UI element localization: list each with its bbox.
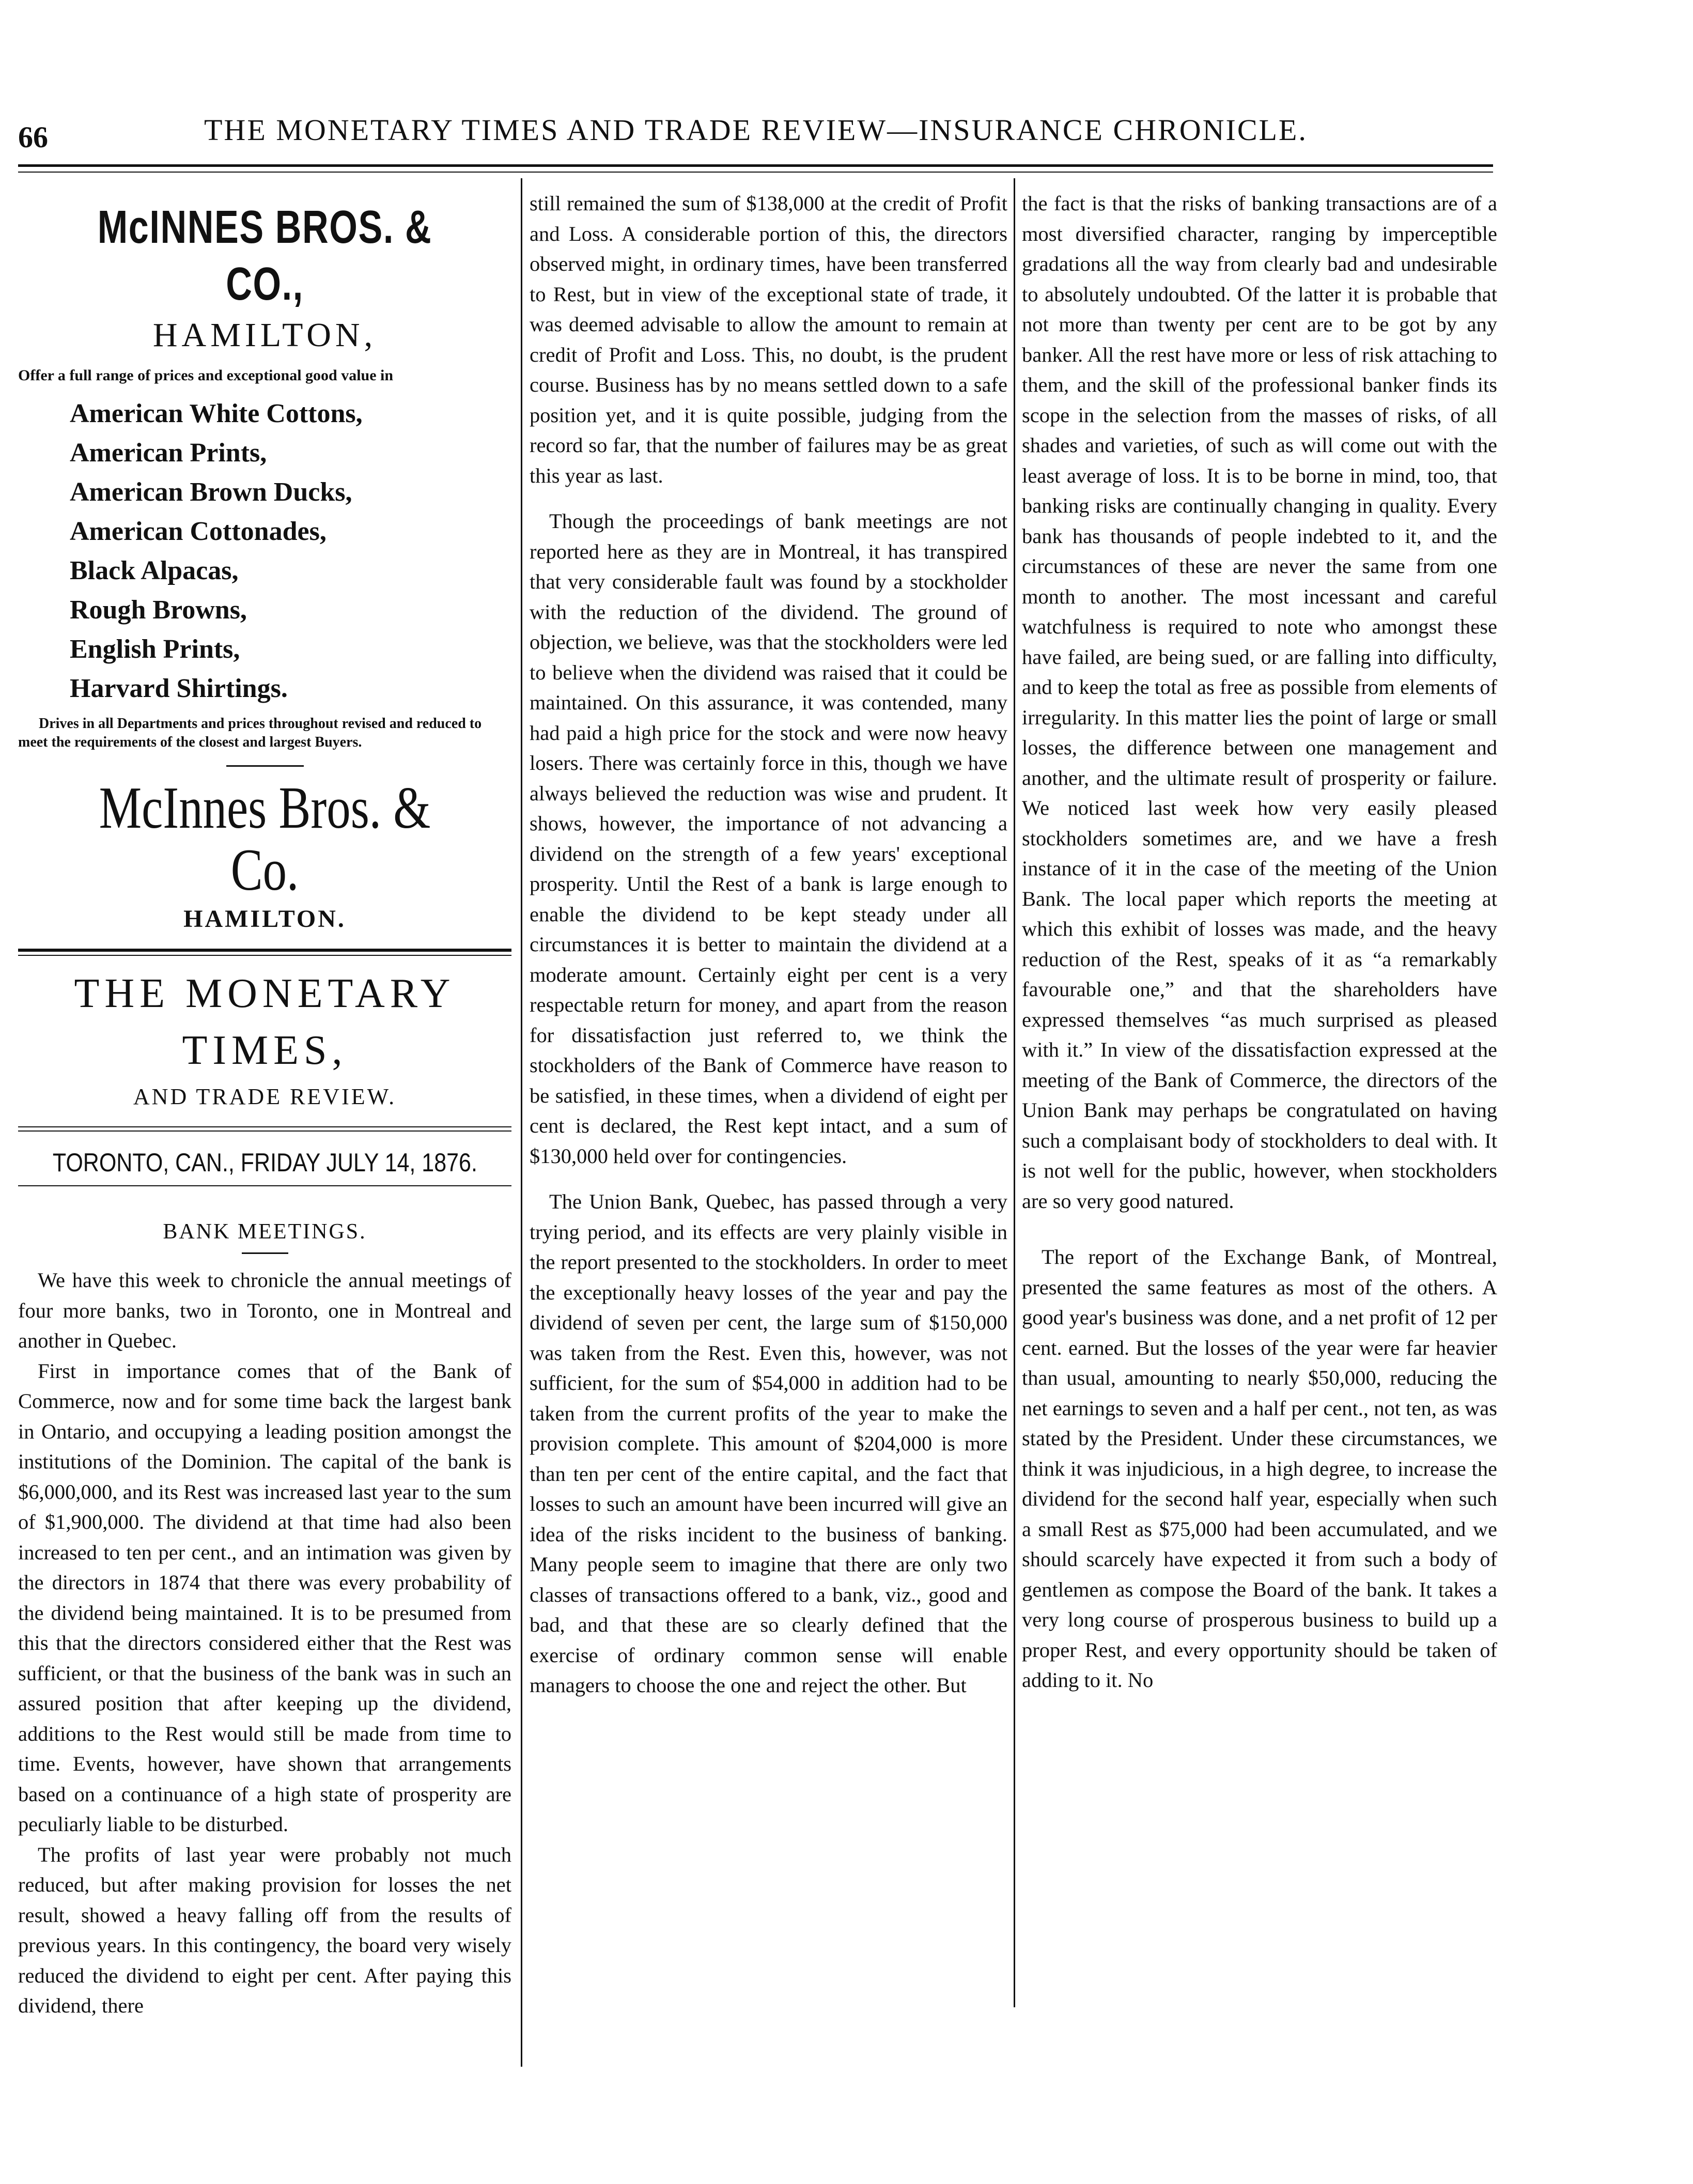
ad-firm-name-2: McInnes Bros. & Co.	[99, 775, 431, 903]
masthead-title: THE MONETARY TIMES,	[74, 971, 456, 1073]
ad-offer-text: Offer a full range of prices and exceptional good value in	[18, 367, 394, 384]
column-rule-2	[1014, 178, 1015, 2007]
heading-rule	[242, 1252, 288, 1254]
middle-column	[530, 189, 1007, 1701]
ad-firm-name: McINNES BROS. & CO.,	[97, 202, 432, 310]
article-paragraph: Though the proceedings of bank meetings are not reported here as they are in Montreal, it has transpired that very considerable fault was found by a stockholder with the reduction of the dividend. The ground of objection, we believe, was that the stockholders were led to believe when the dividend was raised that it could be maintained. On this assurance, it was contended, many had paid a high price for the stock and were now heavy losers. There was certainly force in this, though we have always believed the reduction was wise and prudent. It shows, however, the importance of not advancing a dividend on the strength of a few years' exceptional prosperity. Until the Rest of a bank is large enough to enable the dividend to be kept steady under all circumstances it is better to maintain the dividend at a moderate amount. Certainly eight per cent is a very respectable return for money, and apart from the reason for dissatisfaction just referred to, we think the stockholders of the Bank of Commerce have reason to be satisfied, in these times, when a dividend of eight per cent is declared, the Rest kept intact, and a sum of $130,000 held over for contingencies.	[530, 509, 1007, 1168]
masthead-rule-thin	[18, 955, 511, 956]
dateline-rule	[18, 1126, 511, 1127]
article-paragraph: still remained the sum of $138,000 at the credit of Profit and Loss. A considerable portion of this, the directors observed might, in ordinary times, have been transferred to Rest, but in view of the exceptional state of trade, it was deemed advisable to allow the amount to remain at credit of Profit and Loss. This, no doubt, is the prudent course. Business has by no means settled down to a safe position yet, and it is quite possible, judging from the record so far, that the number of failures may be as great this year as last.	[530, 192, 1007, 487]
ad-product: American Brown Ducks,	[70, 477, 352, 507]
article-paragraph: The Union Bank, Quebec, has passed through a very trying period, and its effects are very plainly visible in the report presented to the stockholders. In order to meet the exceptionally heavy losses of the year and pay the dividend of seven per cent, the large sum of $150,000 was taken from the Rest. Even this, however, was not sufficient, for the sum of $54,000 in addition had to be taken from the current profits of the year to make the provision complete. This amount of $204,000 is more than ten per cent of the entire capital, and the fact that losses to such an amount have been incurred will give an idea of the risks incident to the business of banking. Many people seem to imagine that there are only two classes of transactions offered to a bank, viz., good and bad, and that these are so clearly defined that the exercise of ordinary common sense will enable managers to choose the one and reject the other. But	[530, 1190, 1007, 1697]
ad-product: American Cottonades,	[70, 517, 327, 546]
ad-product: Black Alpacas,	[70, 556, 239, 585]
ad-drives-text: Drives in all Departments and prices throughout revised and reduced to meet the requirements of the closest and largest Buyers.	[18, 716, 482, 750]
masthead-rule	[18, 949, 511, 952]
column-rule-1	[521, 178, 522, 2067]
right-column	[1022, 189, 1497, 1696]
article-heading: BANK MEETINGS.	[163, 1220, 367, 1244]
left-column	[18, 189, 511, 2021]
article-paragraph: the fact is that the risks of banking transactions are of a most diversified character, ranging by imperceptible gradations all the way from clearly bad and undesirable to absolutely undoubted. Of the latter it is probable that not more than twenty per cent are to be got by any banker. All the rest have more or less of risk attaching to them, and the skill of the professional banker finds its scope in the selection from the masses of risks, of all shades and varieties, of such as will come out with the least average of loss. It is to be borne in mind, too, that banking risks are continually changing in quality. Every bank has thousands of people indebted to it, and the circumstances of these are never the same from one month to another. The most incessant and careful watchfulness is required to note who amongst these have failed, are being sued, or are falling into difficulty, and to keep the total as free as possible from elements of irregularity. In this matter lies the point of large or small losses, the difference between one management and another, and the ultimate result of prosperity or failure. We noticed last week how very easily pleased stockholders sometimes are, and we have a fresh instance of it in the case of the meeting of the Union Bank. The local paper which reports the meeting at which this exhibit of losses was made, and the heavy reduction of the Rest, speaks of it as “a remarkably favourable one,” and that the shareholders have expressed themselves “as much surprised as pleased with it.” In view of the dissatisfaction expressed at the meeting of the Bank of Commerce, the directors of the Union Bank may perhaps be congratulated on having such a complaisant body of stockholders to deal with. It is not well for the public, however, when stockholders are so very good natured.	[1022, 192, 1497, 1213]
ad-product: English Prints,	[70, 634, 240, 664]
ad-product: American White Cottons,	[70, 399, 363, 428]
article-paragraph: The report of the Exchange Bank, of Montreal, presented the same features as most of the others. A good year's business was done, and a net profit of 12 per cent. earned. But the losses of the year were far heavier than usual, amounting to nearly $50,000, reducing the net earnings to seven and a half per cent., not ten, as was stated by the President. Under these circumstances, we think it was injudicious, in a high degree, to increase the dividend for the second half year, especially when such a small Rest as $75,000 had been accumulated, and we should scarcely have expected it from such a body of gentlemen as compose the Board of the bank. It takes a very long course of prosperous business to build up a proper Rest, and every opportunity should be taken of adding to it. No	[1022, 1245, 1497, 1692]
article-paragraph: We have this week to chronicle the annual meetings of four more banks, two in Toronto, one in Montreal and another in Quebec.	[18, 1268, 511, 1352]
running-head: THE MONETARY TIMES AND TRADE REVIEW—INSURANCE CHRONICLE.	[204, 113, 1308, 147]
dateline: TORONTO, CAN., FRIDAY JULY 14, 1876.	[52, 1148, 477, 1177]
ad-city-2: HAMILTON.	[183, 905, 346, 933]
ad-product-list	[18, 394, 511, 708]
advertisement	[18, 199, 511, 937]
header-rule-thin	[18, 172, 1493, 173]
ad-product: American Prints,	[70, 438, 267, 468]
dateline-rule-3	[18, 1185, 511, 1186]
ad-divider	[226, 765, 304, 767]
dateline-rule-2	[18, 1130, 511, 1132]
page-number: 66	[18, 120, 48, 154]
article-paragraph: First in importance comes that of the Bank of Commerce, now and for some time back the largest bank in Ontario, and occupying a leading position amongst the institutions of the Dominion. The capital of the bank is $6,000,000, and its Rest was increased last year to the sum of $1,900,000. The dividend at that time had also been increased to ten per cent., and an intimation was given by the directors in 1874 that there was every probability of the dividend being maintained. It is to be presumed from this that the directors considered either that the Rest was sufficient, or that the business of the bank was in such an assured position that after keeping up the dividend, additions to the Rest would still be made from time to time. Events, however, have shown that arrangements based on a continuance of a high state of prosperity are peculiarly liable to be disturbed.	[18, 1359, 511, 1836]
ad-product: Harvard Shirtings.	[70, 674, 288, 703]
masthead-subtitle: AND TRADE REVIEW.	[133, 1084, 397, 1109]
ad-city: HAMILTON,	[152, 316, 377, 354]
ad-product: Rough Browns,	[70, 595, 247, 625]
header-rule	[18, 164, 1493, 167]
article-paragraph: The profits of last year were probably not much reduced, but after making provision for losses the net result, showed a heavy falling off from the results of previous years. In this contingency, the board very wisely reduced the dividend to eight per cent. After paying this dividend, there	[18, 1842, 511, 2017]
